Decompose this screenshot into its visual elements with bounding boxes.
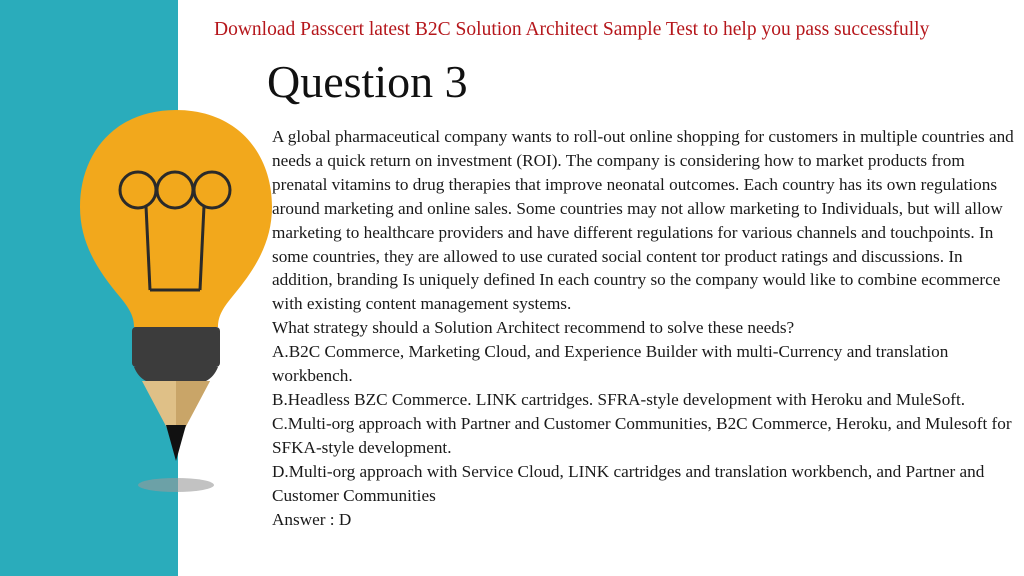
- question-prompt: What strategy should a Solution Architect recommend to solve these needs?: [272, 318, 795, 338]
- answer-text: Answer : D: [272, 509, 352, 529]
- question-body: [272, 125, 1018, 531]
- lightbulb-pencil-icon: [80, 105, 280, 505]
- option-c: C.Multi-org approach with Partner and Customer Communities, B2C Commerce, Heroku, and Mulesoft for SFKA-style development.: [272, 413, 1012, 457]
- page-title: Question 3: [267, 56, 468, 107]
- option-a: A.B2C Commerce, Marketing Cloud, and Experience Builder with multi-Currency and translation workbench.: [272, 342, 949, 386]
- promo-banner: Download Passcert latest B2C Solution Architect Sample Test to help you pass successfully: [214, 19, 930, 40]
- option-d: D.Multi-org approach with Service Cloud, LINK cartridges and translation workbench, and Partner and Customer Communities: [272, 461, 985, 505]
- question-text: A global pharmaceutical company wants to roll-out online shopping for customers in multiple countries and needs a quick return on investment (ROI). The company is considering how to market products from prenatal vitamins to drug therapies that improve neonatal outcomes. Each country has its own regulations around marketing and online sales. Some countries may not allow marketing to Individuals, but will allow marketing to healthcare providers and have different regulations for various channels and touchpoints. In some countries, they are allowed to use curated social content tor product ratings and discussions. In addition, branding Is uniquely defined In each country so the company would like to combine ecommerce with existing content management systems.: [272, 127, 1014, 314]
- option-b: B.Headless BZC Commerce. LINK cartridges. SFRA-style development with Heroku and MuleSoft.: [272, 389, 966, 409]
